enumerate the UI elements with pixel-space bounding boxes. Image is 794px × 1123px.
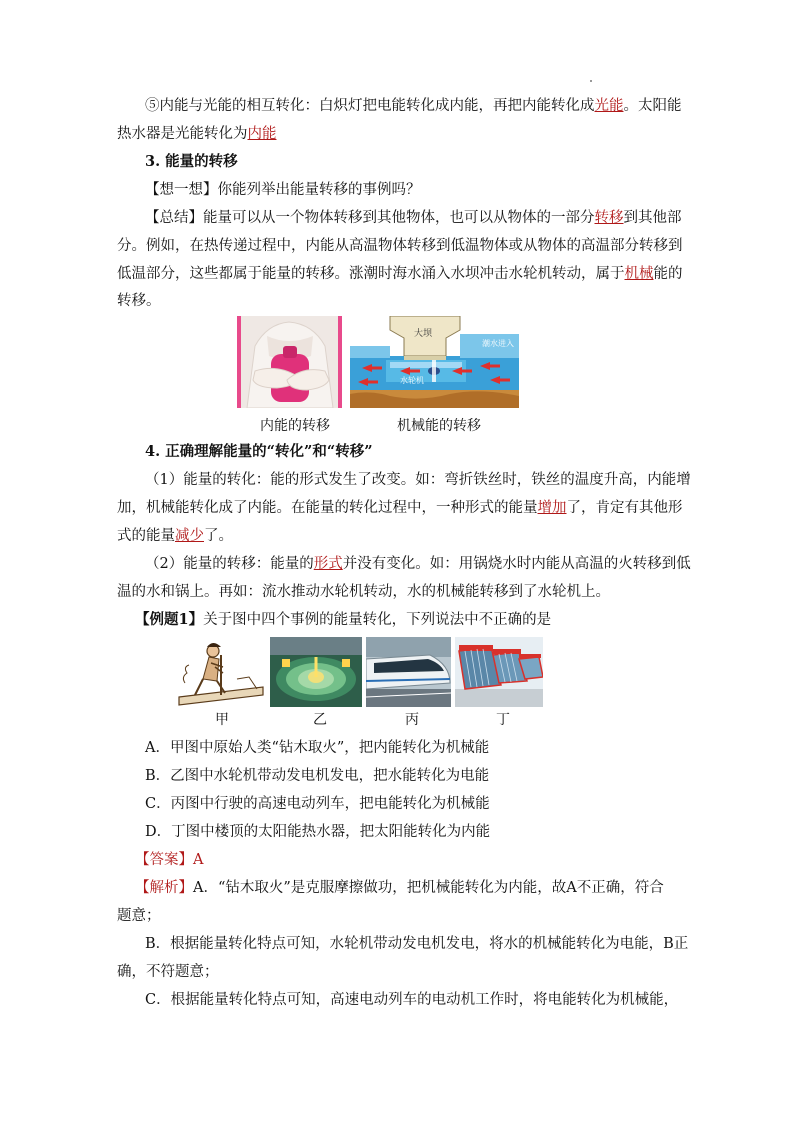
solar-water-heater-picture bbox=[455, 637, 543, 707]
option-c: C．丙图中行驶的高速电动列车，把电能转化为机械能 bbox=[145, 796, 490, 812]
example-question: 【例题1】关于图中四个事例的能量转化，下列说法中不正确的是 bbox=[135, 611, 552, 628]
analysis-line5: C．根据能量转化特点可知，高速电动列车的电动机工作时，将电能转化为机械能， bbox=[145, 992, 679, 1008]
option-d: D．丁图中楼顶的太阳能热水器，把太阳能转化为内能 bbox=[145, 824, 491, 840]
section-heading-3: 3. 能量的转移 bbox=[145, 153, 238, 170]
turbine-generator-picture bbox=[270, 637, 362, 707]
high-speed-train-picture bbox=[366, 637, 451, 707]
underlined-answer: 形式 bbox=[313, 556, 343, 572]
summary-line1: 【总结】能量可以从一个物体转移到其他物体，也可以从物体的一部分转移到其他部 bbox=[145, 210, 682, 226]
section-heading-4: 4. 正确理解能量的“转化”和“转移” bbox=[145, 443, 373, 460]
dam-label: 大坝 bbox=[414, 328, 433, 338]
option-a: A．甲图中原始人类“钻木取火”，把内能转化为机械能 bbox=[145, 740, 490, 756]
analysis-line1: 【解析】A．“钻木取火”是克服摩擦做功，把机械能转化为内能，故A不正确，符合 bbox=[135, 880, 664, 896]
solar-water-heater-illustration bbox=[455, 637, 543, 707]
analysis-line4: 确，不符题意； bbox=[117, 964, 219, 980]
answer-line: 【答案】A bbox=[135, 852, 204, 868]
figure1-left-caption: 内能的转移 bbox=[260, 418, 330, 434]
paragraph-item5-line2: 热水器是光能转化为内能 bbox=[117, 126, 277, 142]
conversion-line1: （1）能量的转化：能的形式发生了改变。如：弯折铁丝时，铁丝的温度升高，内能增 bbox=[145, 472, 691, 488]
transfer-line1: （2）能量的转移：能量的形式并没有变化。如：用锅烧水时内能从高温的火转移到低 bbox=[145, 556, 691, 572]
underlined-answer: 内能 bbox=[247, 126, 277, 142]
drilling-wood-picture bbox=[177, 637, 265, 707]
figure2-label-jia: 甲 bbox=[215, 712, 229, 728]
analysis-line2: 题意； bbox=[117, 908, 161, 924]
underlined-answer: 减少 bbox=[175, 528, 204, 544]
figure1-right-caption: 机械能的转移 bbox=[397, 418, 481, 434]
think-prompt: 【想一想】你能列举出能量转移的事例吗？ bbox=[145, 182, 421, 198]
transfer-line2: 温的水和锅上。再如：流水推动水轮机转动，水的机械能转移到了水轮机上。 bbox=[117, 584, 610, 600]
hot-water-bottle-photo bbox=[237, 316, 342, 408]
summary-line3: 低温部分，这些都属于能量的转移。涨潮时海水涌入水坝冲击水轮机转动，属于机械能的 bbox=[117, 266, 683, 282]
tide-label: 潮水进入 bbox=[482, 339, 514, 348]
high-speed-train-illustration bbox=[366, 637, 451, 707]
hot-water-bottle-illustration bbox=[237, 316, 342, 408]
figure2-label-yi: 乙 bbox=[313, 712, 327, 728]
speck-mark bbox=[590, 80, 592, 82]
turbine-label: 水轮机 bbox=[400, 376, 424, 385]
summary-line2: 分。例如，在热传递过程中，内能从高温物体转移到低温物体或从物体的高温部分转移到 bbox=[117, 238, 683, 254]
underlined-answer: 光能 bbox=[594, 98, 624, 114]
drilling-wood-illustration bbox=[177, 637, 265, 707]
underlined-answer: 机械 bbox=[624, 266, 654, 282]
turbine-generator-illustration bbox=[270, 637, 362, 707]
tidal-dam-illustration bbox=[350, 316, 519, 408]
conversion-line2: 加，机械能转化成了内能。在能量的转化过程中，一种形式的能量增加了，肯定有其他形 bbox=[117, 500, 683, 516]
paragraph-item5-line1: ⑤内能与光能的相互转化：白炽灯把电能转化成内能，再把内能转化成光能。太阳能 bbox=[145, 98, 682, 114]
figure2-label-ding: 丁 bbox=[496, 712, 510, 728]
conversion-line3: 式的能量减少了。 bbox=[117, 528, 233, 544]
figure2-label-bing: 丙 bbox=[405, 712, 419, 728]
summary-line4: 转移。 bbox=[117, 293, 161, 309]
analysis-line3: B．根据能量转化特点可知，水轮机带动发电机发电，将水的机械能转化为电能，B正 bbox=[145, 936, 689, 952]
underlined-answer: 增加 bbox=[537, 500, 567, 516]
option-b: B．乙图中水轮机带动发电机发电，把水能转化为电能 bbox=[145, 768, 490, 784]
underlined-answer: 转移 bbox=[594, 210, 624, 226]
tidal-dam-diagram bbox=[350, 316, 519, 408]
